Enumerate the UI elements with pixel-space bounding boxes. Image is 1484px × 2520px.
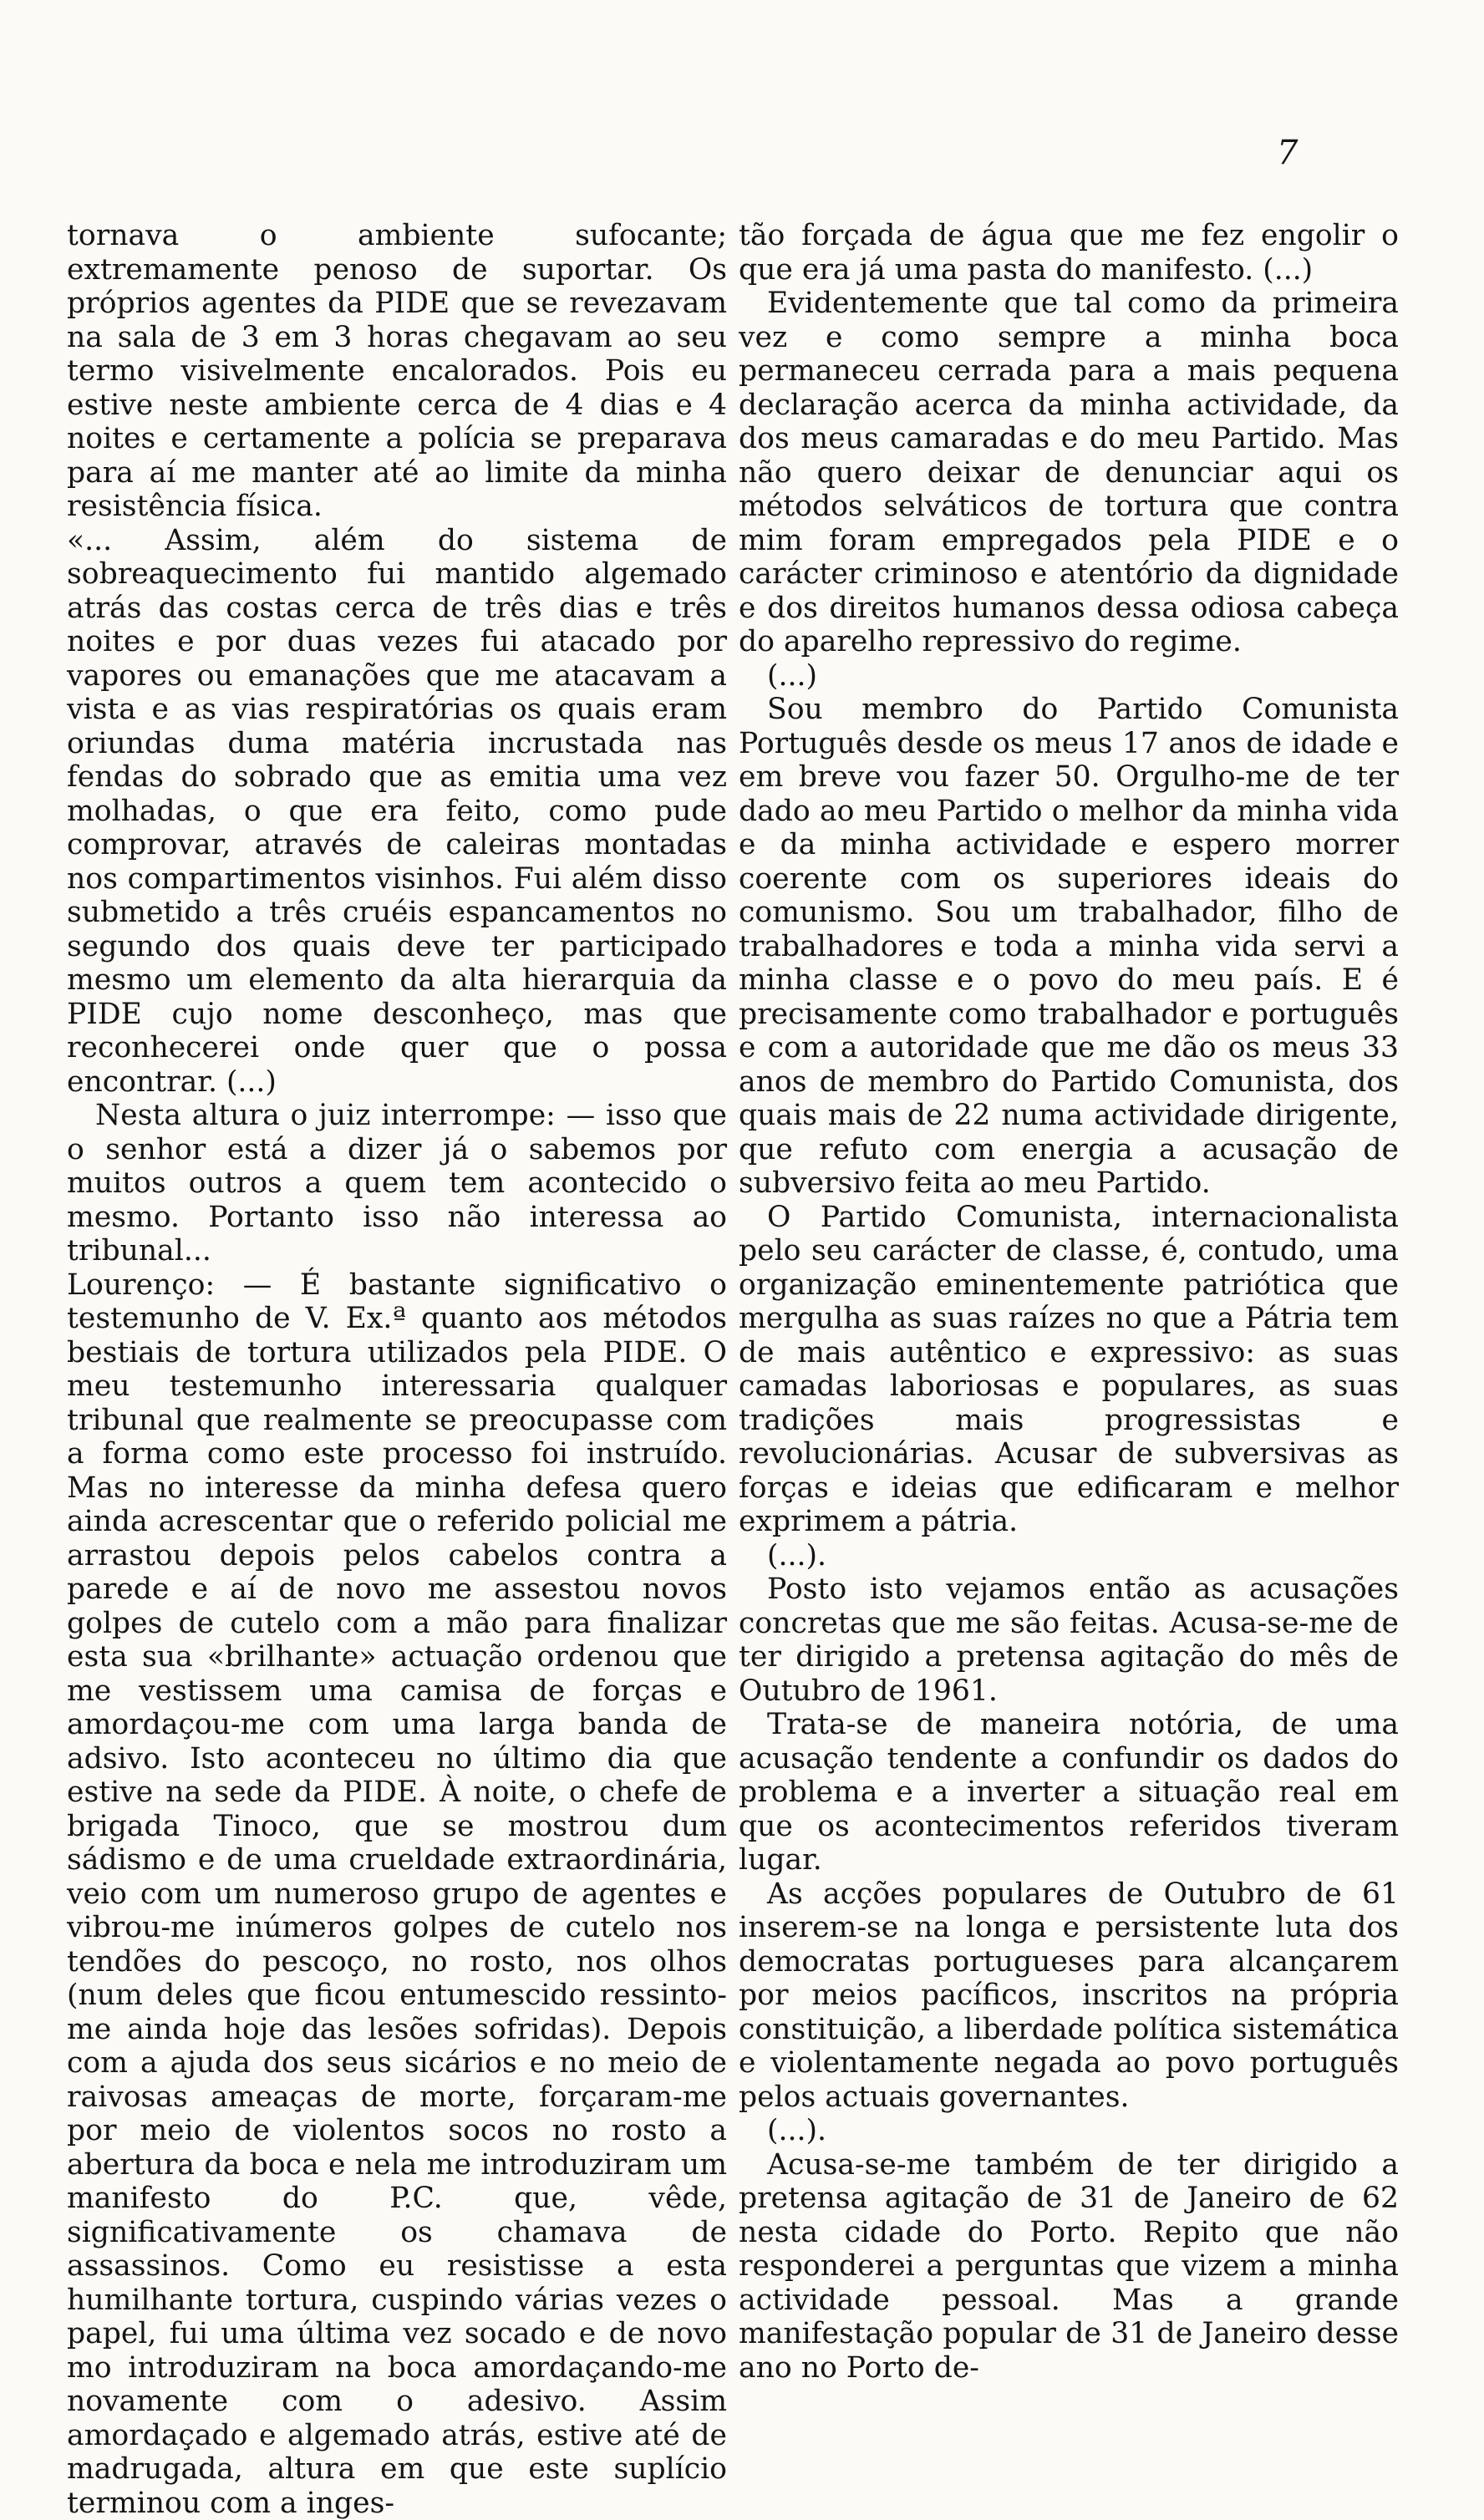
paragraph: (...).	[739, 2114, 1399, 2148]
paragraph: tão forçada de água que me fez engolir o que era já uma pasta do manifesto. (...)	[739, 219, 1399, 287]
paragraph: (...).	[739, 1539, 1399, 1573]
page-number: 7	[1277, 134, 1298, 172]
paragraph: «... Assim, além do sistema de sobreaquecimento fui mantido algemado atrás das costas cerca de três dias e três noites e por duas vezes fui atacado por vapores ou emanações que me atacavam a vista e as vias respiratórias os quais eram oriundas duma matéria incrustada nas fendas do sobrado que as emitia uma vez molhadas, o que era feito, como pude comprovar, através de caleiras montadas nos compartimentos visinhos. Fui além disso submetido a três cruéis espancamentos no segundo dos quais deve ter participado mesmo um elemento da alta hierarquia da PIDE cujo nome desconheço, mas que reconhecerei onde quer que o possa encontrar. (...)	[67, 524, 727, 1100]
paragraph: O Partido Comunista, internacionalista pelo seu carácter de classe, é, contudo, uma organização eminentemente patriótica que mergulha as suas raízes no que a Pátria tem de mais autêntico e expressivo: as suas camadas laboriosas e populares, as suas tradições mais progressistas e revolucionárias. Acusar de subversivas as forças e ideias que edificaram e melhor exprimem a pátria.	[739, 1201, 1399, 1539]
right-column	[739, 219, 1399, 2385]
paragraph: Acusa-se-me também de ter dirigido a pretensa agitação de 31 de Janeiro de 62 nesta cidade do Porto. Repito que não responderei a perguntas que vizem a minha actividade pessoal. Mas a grande manifestação popular de 31 de Janeiro desse ano no Porto de-	[739, 2148, 1399, 2385]
paragraph: tornava o ambiente sufocante; extremamente penoso de suportar. Os próprios agentes da PIDE que se revezavam na sala de 3 em 3 horas chegavam ao seu termo visivelmente encalorados. Pois eu estive neste ambiente cerca de 4 dias e 4 noites e certamente a polícia se preparava para aí me manter até ao limite da minha resistência física.	[67, 219, 727, 524]
paragraph: Sou membro do Partido Comunista Português desde os meus 17 anos de idade e em breve vou fazer 50. Orgulho-me de ter dado ao meu Partido o melhor da minha vida e da minha actividade e espero morrer coerente com os superiores ideais do comunismo. Sou um trabalhador, filho de trabalhadores e toda a minha vida servi a minha classe e o povo do meu país. E é precisamente como trabalhador e português e com a autoridade que me dão os meus 33 anos de membro do Partido Comunista, dos quais mais de 22 numa actividade dirigente, que refuto com energia a acusação de subversivo feita ao meu Partido.	[739, 693, 1399, 1201]
left-column	[67, 219, 727, 2520]
paragraph: As acções populares de Outubro de 61 inserem-se na longa e persistente luta dos democratas portugueses para alcançarem por meios pacíficos, inscritos na própria constituição, a liberdade política sistemática e violentamente negada ao povo português pelos actuais governantes.	[739, 1877, 1399, 2115]
paragraph: Evidentemente que tal como da primeira vez e como sempre a minha boca permaneceu cerrada para a mais pequena declaração acerca da minha actividade, da dos meus camaradas e do meu Partido. Mas não quero deixar de denunciar aqui os métodos selváticos de tortura que contra mim foram empregados pela PIDE e o carácter criminoso e atentório da dignidade e dos direitos humanos dessa odiosa cabeça do aparelho repressivo do regime.	[739, 287, 1399, 659]
paragraph: Trata-se de maneira notória, de uma acusação tendente a confundir os dados do problema e a inverter a situação real em que os acontecimentos referidos tiveram lugar.	[739, 1708, 1399, 1877]
paragraph: Nesta altura o juiz interrompe: — isso que o senhor está a dizer já o sabemos por muitos outros a quem tem acontecido o mesmo. Portanto isso não interessa ao tribunal...	[67, 1099, 727, 1268]
paragraph: Lourenço: — É bastante significativo o testemunho de V. Ex.ª quanto aos métodos bestiais de tortura utilizados pela PIDE. O meu testemunho interessaria qualquer tribunal que realmente se preocupasse com a forma como este processo foi instruído. Mas no interesse da minha defesa quero ainda acrescentar que o referido policial me arrastou depois pelos cabelos contra a parede e aí de novo me assestou novos golpes de cutelo com a mão para finalizar esta sua «brilhante» actuação ordenou que me vestissem uma camisa de forças e amordaçou-me com uma larga banda de adsivo. Isto aconteceu no último dia que estive na sede da PIDE. À noite, o chefe de brigada Tinoco, que se mostrou dum sádismo e de uma crueldade extraordinária, veio com um numeroso grupo de agentes e vibrou-me inúmeros golpes de cutelo nos tendões do pescoço, no rosto, nos olhos (num deles que ficou entumescido ressinto-me ainda hoje das lesões sofridas). Depois com a ajuda dos seus sicários e no meio de raivosas ameaças de morte, forçaram-me por meio de violentos socos no rosto a abertura da boca e nela me introduziram um manifesto do P.C. que, vêde, significativamente os chamava de assassinos. Como eu resistisse a esta humilhante tortura, cuspindo várias vezes o papel, fui uma última vez socado e de novo mo introduziram na boca amordaçando-me novamente com o adesivo. Assim amordaçado e algemado atrás, estive até de madrugada, altura em que este suplício terminou com a inges-	[67, 1268, 727, 2520]
paragraph: (...)	[739, 659, 1399, 694]
paragraph: Posto isto vejamos então as acusações concretas que me são feitas. Acusa-se-me de ter dirigido a pretensa agitação do mês de Outubro de 1961.	[739, 1572, 1399, 1708]
